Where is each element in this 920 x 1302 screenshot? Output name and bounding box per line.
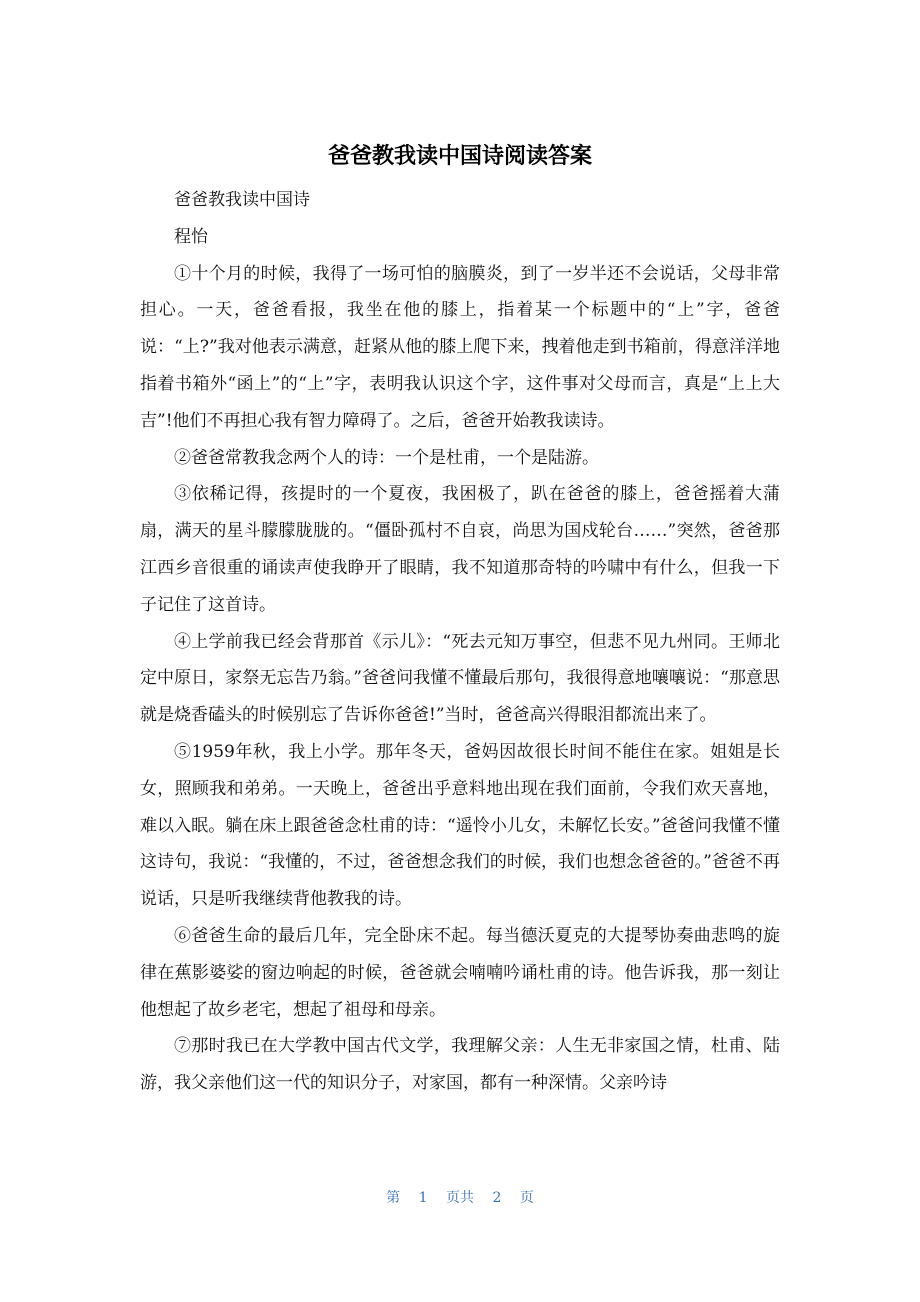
footer-pages-label: 页 xyxy=(519,1190,534,1206)
page-footer xyxy=(0,1186,920,1210)
document-title: 爸爸教我读中国诗阅读答案 xyxy=(327,144,592,169)
paragraph: ①十个月的时候，我得了一场可怕的脑膜炎，到了一岁半还不会说话，父母非常担心。一天，爸爸看报，我坐在他的膝上，指着某一个标题中的“上”字，爸爸说：“上?”我对他表示满意，赶紧从他的膝上爬下来，拽着他走到书箱前，得意洋洋地指着书箱外“函上”的“上”字，表明我认识这个字，这件事对父母而言，真是“上上大吉”!他们不再担心我有智力障碍了。之后，爸爸开始教我读诗。 xyxy=(140,263,780,431)
footer-page-label: 第 xyxy=(386,1190,401,1206)
footer-total-pages: 2 xyxy=(492,1190,502,1206)
paragraph: ⑦那时我已在大学教中国古代文学，我理解父亲：人生无非家国之情，杜甫、陆游，我父亲他们这一代的知识分子，对家国，都有一种深情。父亲吟诗 xyxy=(140,1036,780,1094)
paragraph: ②爸爸常教我念两个人的诗：一个是杜甫，一个是陆游。 xyxy=(174,447,599,468)
article-body xyxy=(140,182,780,1102)
article-subtitle: 爸爸教我读中国诗 xyxy=(174,190,310,210)
footer-of-label: 页共 xyxy=(446,1190,474,1206)
paragraph: ③依稀记得，孩提时的一个夏夜，我困极了，趴在爸爸的膝上，爸爸摇着大蒲扇，满天的星斗朦朦胧胧的。“僵卧孤村不自哀，尚思为国戍轮台……”突然，爸爸那江西乡音很重的诵读声使我睁开了眼睛，我不知道那奇特的吟啸中有什么，但我一下子记住了这首诗。 xyxy=(140,484,780,615)
paragraph: ⑤1959年秋，我上小学。那年冬天，爸妈因故很长时间不能住在家。姐姐是长女，照顾我和弟弟。一天晚上，爸爸出乎意料地出现在我们面前，令我们欢天喜地，难以入眠。躺在床上跟爸爸念杜甫的诗：“遥怜小儿女，未解忆长安。”爸爸问我懂不懂这诗句，我说：“我懂的，不过，爸爸想念我们的时候，我们也想念爸爸的。”爸爸不再说话，只是听我继续背他教我的诗。 xyxy=(140,741,780,910)
article-author: 程怡 xyxy=(174,226,208,247)
paragraph: ⑥爸爸生命的最后几年，完全卧床不起。每当德沃夏克的大提琴协奏曲悲鸣的旋律在蕉影婆娑的窗边响起的时候，爸爸就会喃喃吟诵杜甫的诗。他告诉我，那一刻让他想起了故乡老宅，想起了祖母和母亲。 xyxy=(140,925,780,1020)
footer-current-page: 1 xyxy=(418,1190,428,1206)
paragraph: ④上学前我已经会背那首《示儿》：“死去元知万事空，但悲不见九州同。王师北定中原日，家祭无忘告乃翁。”爸爸问我懂不懂最后那句，我很得意地嚷嚷说：“那意思就是烧香磕头的时候别忘了告诉你爸爸!”当时，爸爸高兴得眼泪都流出来了。 xyxy=(140,631,780,726)
